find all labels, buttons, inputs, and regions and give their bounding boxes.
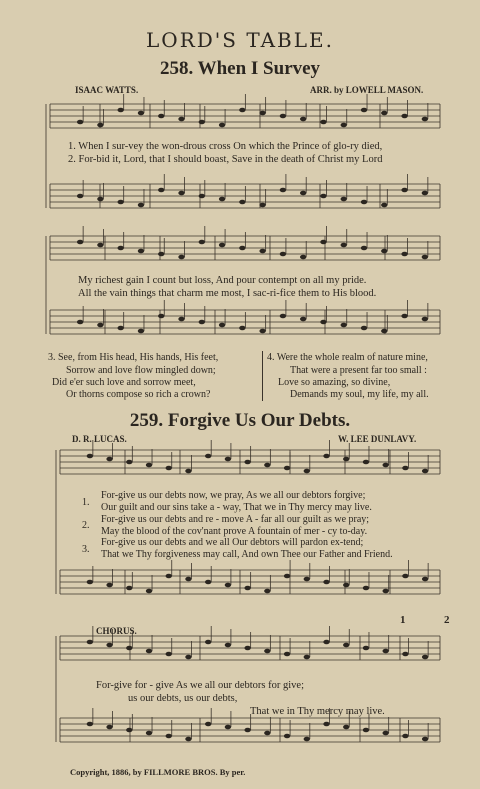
verse-line: For-give us our debts and re - move A - far all our guilt as we pray; <box>101 514 370 525</box>
note-head <box>382 463 388 468</box>
chorus-label: CHORUS. <box>96 626 137 636</box>
note-head <box>382 731 388 736</box>
note-head <box>361 200 367 205</box>
note-head <box>343 457 349 462</box>
note-head <box>343 725 349 730</box>
note-head <box>199 194 205 199</box>
note-head <box>87 454 93 459</box>
note-head <box>146 731 152 736</box>
hymn-258-title: 258. When I Survey <box>159 58 321 79</box>
note-head <box>219 323 225 328</box>
note-head <box>300 191 306 196</box>
note-head <box>300 117 306 122</box>
chorus-lyric-line: That we in Thy mercy may live. <box>250 706 385 717</box>
note-head <box>185 655 191 660</box>
note-head <box>146 649 152 654</box>
note-head <box>199 240 205 245</box>
note-head <box>185 737 191 742</box>
note-head <box>401 114 407 119</box>
verse-number: 1. <box>82 497 90 508</box>
section-title: LORD'S TABLE. <box>146 28 334 52</box>
verse-line: For-give us our debts and we all Our debtors will pardon ex-tend; <box>101 537 364 548</box>
note-head <box>280 252 286 257</box>
note-head <box>77 120 83 125</box>
note-head <box>178 117 184 122</box>
note-head <box>320 320 326 325</box>
note-head <box>422 191 428 196</box>
hymn-259-title: 259. Forgive Us Our Debts. <box>129 410 351 431</box>
note-head <box>117 200 123 205</box>
note-head <box>361 246 367 251</box>
hymn-258-lyric-line: 2. For-bid it, Lord, that I should boast, Save in the death of Christ my Lord <box>68 154 383 165</box>
note-head <box>284 574 290 579</box>
note-head <box>166 652 172 657</box>
note-head <box>219 197 225 202</box>
verse-4-line: Love so amazing, so divine, <box>278 377 391 388</box>
note-head <box>117 108 123 113</box>
verse-4-line: 4. Were the whole realm of nature mine, <box>267 352 428 363</box>
note-head <box>97 123 103 128</box>
note-head <box>381 329 387 334</box>
note-head <box>341 197 347 202</box>
note-head <box>304 655 310 660</box>
note-head <box>422 117 428 122</box>
note-head <box>126 646 132 651</box>
note-head <box>259 111 265 116</box>
note-head <box>106 643 112 648</box>
verse-4-line: That were a present far too small : <box>290 365 427 376</box>
note-head <box>205 454 211 459</box>
note-head <box>422 737 428 742</box>
note-head <box>158 314 164 319</box>
note-head <box>382 589 388 594</box>
note-head <box>87 722 93 727</box>
hymn-259-words-credit: D. R. LUCAS. <box>72 434 127 444</box>
note-head <box>363 728 369 733</box>
note-head <box>264 731 270 736</box>
note-head <box>138 329 144 334</box>
note-head <box>304 577 310 582</box>
chorus-lyric-line: us our debts, us our debts, <box>128 693 238 704</box>
note-head <box>402 734 408 739</box>
note-head <box>244 728 250 733</box>
note-head <box>117 246 123 251</box>
note-head <box>361 326 367 331</box>
note-head <box>126 728 132 733</box>
note-head <box>138 249 144 254</box>
note-head <box>363 646 369 651</box>
note-head <box>304 469 310 474</box>
note-head <box>146 589 152 594</box>
note-head <box>178 255 184 260</box>
note-head <box>106 583 112 588</box>
hymn-258-lyric-line: All the vain things that charm me most, I sac-ri-fice them to His blood. <box>78 288 377 299</box>
note-head <box>300 317 306 322</box>
note-head <box>225 583 231 588</box>
note-head <box>239 326 245 331</box>
note-head <box>259 329 265 334</box>
note-head <box>97 323 103 328</box>
note-head <box>284 466 290 471</box>
verse-line: May the blood of the cov'nant prove A fountain of mer - cy to-day. <box>101 526 368 537</box>
note-head <box>239 108 245 113</box>
note-head <box>87 640 93 645</box>
note-head <box>343 643 349 648</box>
note-head <box>138 111 144 116</box>
note-head <box>402 466 408 471</box>
note-head <box>185 469 191 474</box>
note-head <box>166 574 172 579</box>
verse-number: 2. <box>82 520 90 531</box>
note-head <box>199 320 205 325</box>
note-head <box>381 111 387 116</box>
note-head <box>77 320 83 325</box>
note-head <box>363 586 369 591</box>
verse-3-line: Or thorns compose so rich a crown? <box>66 389 211 400</box>
note-head <box>401 314 407 319</box>
note-head <box>106 725 112 730</box>
note-head <box>225 457 231 462</box>
note-head <box>126 460 132 465</box>
note-head <box>422 577 428 582</box>
note-head <box>341 323 347 328</box>
note-head <box>178 317 184 322</box>
note-head <box>320 194 326 199</box>
note-head <box>361 108 367 113</box>
note-head <box>117 326 123 331</box>
note-head <box>239 200 245 205</box>
hymn-258-music-credit: ARR. by LOWELL MASON. <box>310 85 424 95</box>
note-head <box>304 737 310 742</box>
ending-1-label: 1 <box>400 614 406 626</box>
note-head <box>259 249 265 254</box>
note-head <box>158 114 164 119</box>
note-head <box>199 120 205 125</box>
ending-2-label: 2 <box>444 614 450 626</box>
note-head <box>422 255 428 260</box>
verse-line: For-give us our debts now, we pray, As we all our debtors forgive; <box>101 490 366 501</box>
note-head <box>225 725 231 730</box>
note-head <box>264 463 270 468</box>
note-head <box>422 655 428 660</box>
note-head <box>87 580 93 585</box>
note-head <box>219 243 225 248</box>
verse-3-line: Did e'er such love and sorrow meet, <box>52 377 196 388</box>
note-head <box>300 255 306 260</box>
note-head <box>219 123 225 128</box>
note-head <box>381 249 387 254</box>
note-head <box>264 649 270 654</box>
note-head <box>158 188 164 193</box>
note-head <box>97 197 103 202</box>
note-head <box>126 586 132 591</box>
note-head <box>178 191 184 196</box>
verse-divider <box>262 351 263 401</box>
hymn-258-lyric-line: My richest gain I count but loss, And pour contempt on all my pride. <box>78 275 367 286</box>
note-head <box>401 188 407 193</box>
note-head <box>185 577 191 582</box>
copyright-notice: Copyright, 1886, by FILLMORE BROS. By per. <box>70 767 246 777</box>
note-head <box>280 314 286 319</box>
note-head <box>402 574 408 579</box>
verse-number: 3. <box>82 544 90 555</box>
note-head <box>320 120 326 125</box>
verse-3-line: Sorrow and love flow mingled down; <box>66 365 216 376</box>
note-head <box>341 123 347 128</box>
verse-line: Our guilt and our sins take a - way, That we in Thy mercy may live. <box>101 502 372 513</box>
note-head <box>381 203 387 208</box>
note-head <box>146 463 152 468</box>
note-head <box>341 243 347 248</box>
note-head <box>284 734 290 739</box>
note-head <box>382 649 388 654</box>
note-head <box>402 652 408 657</box>
note-head <box>320 240 326 245</box>
note-head <box>264 589 270 594</box>
note-head <box>77 194 83 199</box>
note-head <box>225 643 231 648</box>
note-head <box>158 252 164 257</box>
note-head <box>166 734 172 739</box>
verse-line: That we Thy forgiveness may call, And own Thee our Father and Friend. <box>101 549 393 560</box>
note-head <box>280 114 286 119</box>
hymn-258-lyric-line: 1. When I sur-vey the won-drous cross On which the Prince of glo-ry died, <box>68 141 383 152</box>
note-head <box>106 457 112 462</box>
note-head <box>97 243 103 248</box>
note-head <box>323 722 329 727</box>
note-head <box>323 454 329 459</box>
note-head <box>138 203 144 208</box>
note-head <box>422 469 428 474</box>
hymn-258-words-credit: ISAAC WATTS. <box>75 85 139 95</box>
note-head <box>205 640 211 645</box>
verse-3-line: 3. See, from His head, His hands, His feet, <box>48 352 219 363</box>
note-head <box>205 580 211 585</box>
note-head <box>422 317 428 322</box>
note-head <box>166 466 172 471</box>
note-head <box>205 722 211 727</box>
note-head <box>284 652 290 657</box>
note-head <box>77 240 83 245</box>
hymn-259-music-credit: W. LEE DUNLAVY. <box>338 434 417 444</box>
note-head <box>343 583 349 588</box>
note-head <box>323 640 329 645</box>
note-head <box>244 646 250 651</box>
note-head <box>323 580 329 585</box>
verse-4-line: Demands my soul, my life, my all. <box>290 389 429 400</box>
chorus-lyric-line: For-give for - give As we all our debtors for give; <box>96 680 304 691</box>
note-head <box>244 460 250 465</box>
note-head <box>363 460 369 465</box>
note-head <box>280 188 286 193</box>
note-head <box>259 203 265 208</box>
note-head <box>401 252 407 257</box>
note-head <box>239 246 245 251</box>
note-head <box>244 586 250 591</box>
